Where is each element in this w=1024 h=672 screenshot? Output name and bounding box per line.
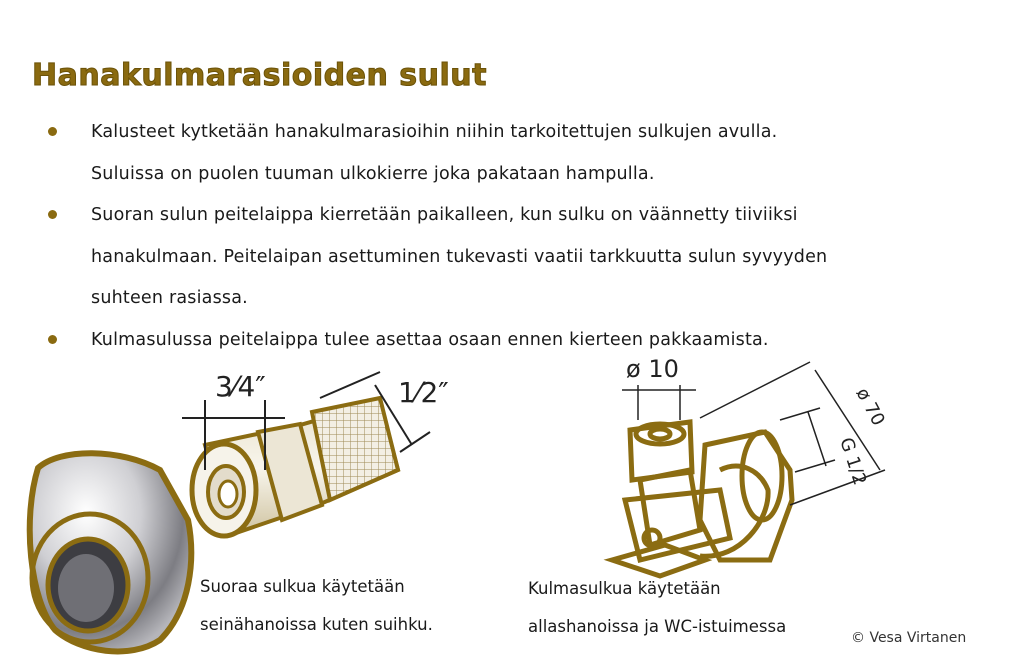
caption-line: seinähanoissa kuten suihku. [200,615,433,634]
thread-size-label: G 1/2 [835,435,871,488]
outlet-dimension-label: 1⁄2″ [398,376,449,409]
bullet-line: Kulmasulussa peitelaippa tulee asettaa osaan ennen kierteen pakkaamista. [91,329,769,350]
caption-line: allashanoissa ja WC-istuimessa [528,617,787,636]
bullet-item [44,112,1004,195]
angle-valve-image [612,422,792,576]
bullet-line: suhteen rasiassa. [91,288,248,308]
bullet-dot-icon [48,335,57,344]
bullet-line: Suoran sulun peitelaippa kierretään paikalleen, kun sulku on väännetty tiiviiksi [91,205,798,225]
cover-flange-image [30,453,192,651]
valve-illustration [0,350,1024,672]
pipe-diameter-label: ø 10 [626,355,679,383]
copyright-notice: © Vesa Virtanen [851,630,967,646]
straight-valve-caption [200,568,433,644]
page-title: Hanakulmarasioiden sulut [32,58,487,93]
caption-line: Suoraa sulkua käytetään [200,577,405,596]
bullet-item [44,195,1004,320]
bullet-line: hanakulmaan. Peitelaipan asettuminen tukevasti vaatii tarkkuutta sulun syvyyden [91,246,828,267]
flange-diameter-label: ø 70 [851,384,889,430]
bullet-line: Suluissa on puolen tuuman ulkokierre joka pakataan hampulla. [91,163,655,184]
bullet-dot-icon [48,127,57,136]
bullet-list [44,112,1004,361]
angle-valve-caption [528,570,786,646]
bullet-dot-icon [48,210,57,219]
bullet-line: Kalusteet kytketään hanakulmarasioihin niihin tarkoitettujen sulkujen avulla. [91,122,778,142]
caption-line: Kulmasulkua käytetään [528,579,721,598]
inlet-dimension-label: 3⁄4″ [215,370,266,403]
